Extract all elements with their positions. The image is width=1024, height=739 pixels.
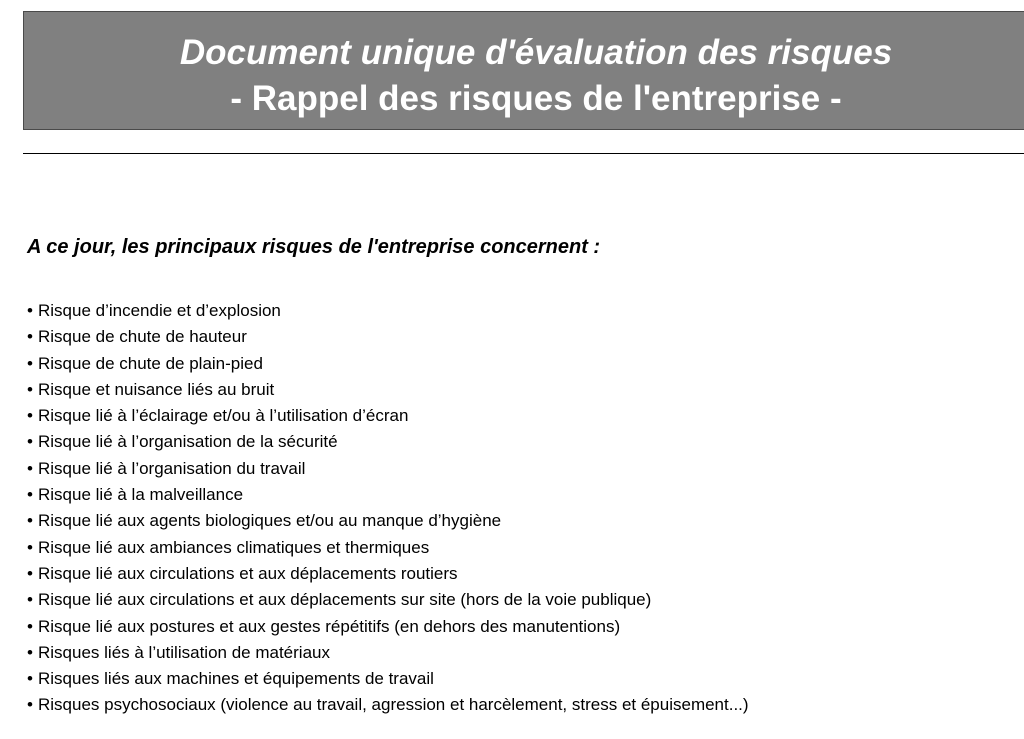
risk-label: Risques liés aux machines et équipements de travail <box>38 669 434 689</box>
bullet-icon: • <box>27 353 33 373</box>
risk-label: Risque lié aux agents biologiques et/ou au manque d’hygiène <box>38 511 502 531</box>
list-item <box>27 692 749 718</box>
risk-list <box>27 298 749 719</box>
list-item <box>27 666 749 692</box>
list-item <box>27 403 749 429</box>
list-item <box>27 535 749 561</box>
bullet-icon: • <box>27 563 33 583</box>
risk-label: Risque lié à l’éclairage et/ou à l’utilisation d’écran <box>38 406 409 426</box>
risk-label: Risque lié à l’organisation de la sécurité <box>38 432 338 452</box>
bullet-icon: • <box>27 511 33 531</box>
list-item <box>27 614 749 640</box>
risk-label: Risque de chute de plain-pied <box>38 353 263 373</box>
risk-label: Risque lié aux circulations et aux déplacements routiers <box>38 563 458 583</box>
list-item <box>27 587 749 613</box>
bullet-icon: • <box>27 379 33 399</box>
document-subtitle: - Rappel des risques de l'entreprise - <box>230 79 842 118</box>
bullet-icon: • <box>27 432 33 452</box>
list-item <box>27 298 749 324</box>
header-divider <box>23 153 1024 154</box>
risk-label: Risques liés à l’utilisation de matériaux <box>38 642 330 662</box>
bullet-icon: • <box>27 406 33 426</box>
list-item <box>27 324 749 350</box>
bullet-icon: • <box>27 301 33 320</box>
document-header <box>23 11 1024 130</box>
intro-heading: A ce jour, les principaux risques de l'entreprise concernent : <box>27 236 601 258</box>
bullet-icon: • <box>27 537 33 557</box>
list-item <box>27 640 749 666</box>
bullet-icon: • <box>27 642 33 662</box>
document-title: Document unique d'évaluation des risques <box>179 33 893 72</box>
risk-label: Risque lié aux circulations et aux déplacements sur site (hors de la voie publique) <box>38 590 652 610</box>
bullet-icon: • <box>27 458 33 478</box>
list-item <box>27 456 749 482</box>
risk-label: Risque de chute de hauteur <box>38 327 247 347</box>
risk-label: Risque lié à l’organisation du travail <box>38 458 306 478</box>
list-item <box>27 351 749 377</box>
list-item <box>27 429 749 455</box>
bullet-icon: • <box>27 327 33 347</box>
list-item <box>27 377 749 403</box>
bullet-icon: • <box>27 590 33 610</box>
risk-label: Risque et nuisance liés au bruit <box>38 379 275 399</box>
bullet-icon: • <box>27 695 33 715</box>
risk-label: Risque lié aux ambiances climatiques et thermiques <box>38 537 430 557</box>
list-item <box>27 508 749 534</box>
list-item <box>27 482 749 508</box>
risk-label: Risque lié aux postures et aux gestes répétitifs (en dehors des manutentions) <box>38 616 621 636</box>
bullet-icon: • <box>27 485 33 505</box>
bullet-icon: • <box>27 669 33 689</box>
risk-label: Risque lié à la malveillance <box>38 485 244 505</box>
list-item <box>27 561 749 587</box>
risk-label: Risque d’incendie et d’explosion <box>38 301 281 320</box>
bullet-icon: • <box>27 616 33 636</box>
risk-label: Risques psychosociaux (violence au travail, agression et harcèlement, stress et épuisement...) <box>38 695 749 715</box>
